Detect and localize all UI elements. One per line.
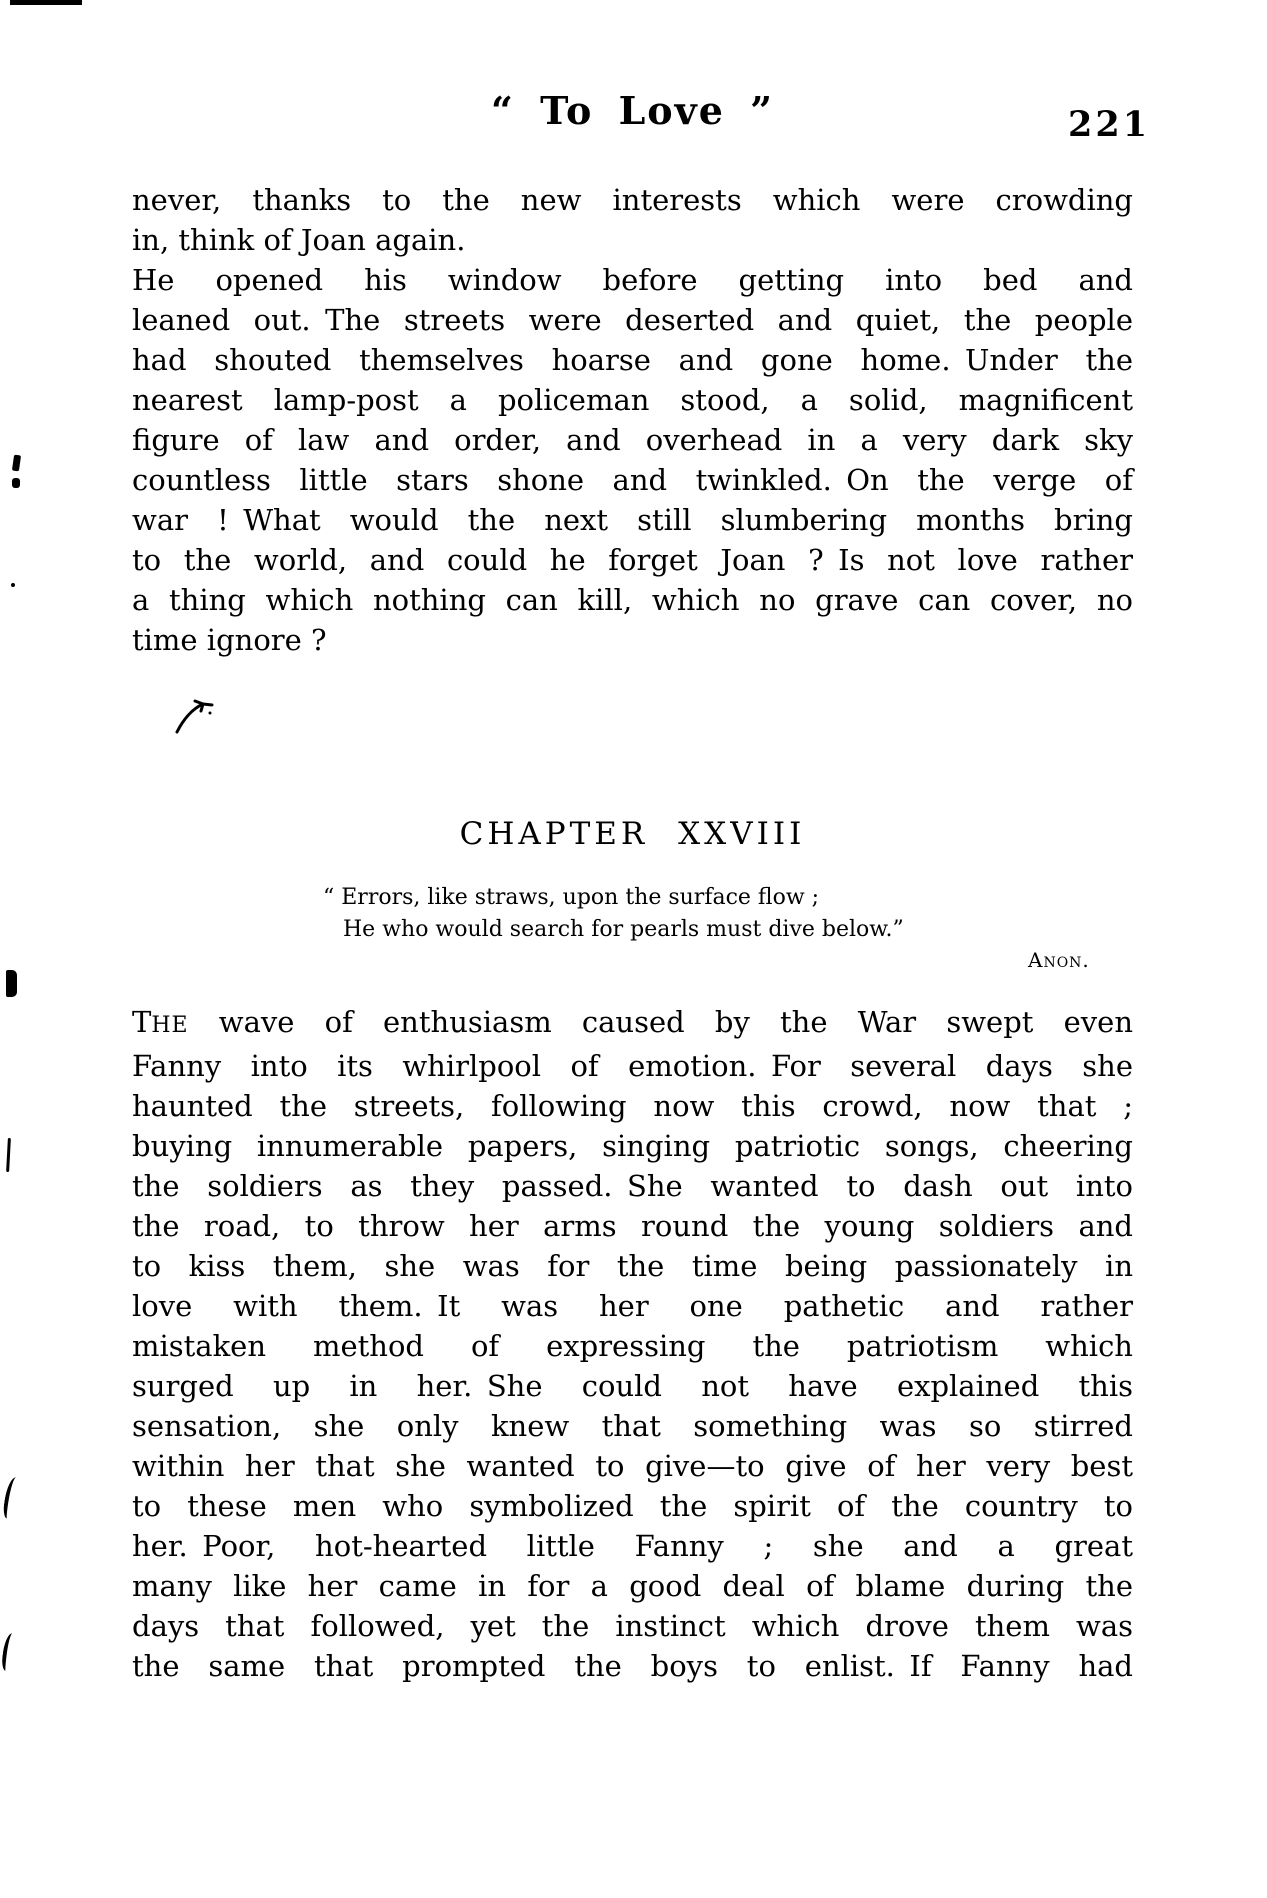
text-line: to the world, and could he forget Joan ? Is not love rather (132, 543, 1133, 577)
text-line: in, think of Joan again. (132, 223, 466, 257)
epigraph (323, 882, 904, 946)
chapter-body-block (132, 1002, 1133, 1686)
paragraph-war-wave (132, 1046, 1133, 1686)
running-header-title: “ To Love ” (491, 88, 774, 133)
scan-artifact-margin-stroke (6, 1138, 11, 1172)
scan-artifact-margin-speck (12, 478, 20, 488)
text-line: days that followed, yet the instinct which drove them was (132, 1609, 1133, 1643)
text-line: to kiss them, she was for the time being passionately in (132, 1249, 1133, 1283)
scan-artifact-margin-speck (11, 583, 15, 587)
paragraph-continuation (132, 180, 1133, 220)
text-line: the road, to throw her arms round the young soldiers and (132, 1209, 1133, 1243)
text-line: war ! What would the next still slumbering months bring (132, 503, 1133, 537)
scan-artifact-margin-stroke (1, 1632, 18, 1671)
text-line: leaned out. The streets were deserted and quiet, the people (132, 303, 1133, 337)
text-line: Fanny into its whirlpool of emotion. For several days she (132, 1049, 1133, 1083)
text-line: haunted the streets, following now this crowd, now that ; (132, 1089, 1133, 1123)
epigraph-line: “ Errors, like straws, upon the surface flow ; (323, 885, 820, 910)
page-number: 221 (1068, 104, 1151, 145)
text-line: surged up in her. She could not have explained this (132, 1369, 1133, 1403)
text-line: a thing which nothing can kill, which no grave can cover, no (132, 583, 1133, 617)
scan-artifact-margin-blob (6, 970, 17, 997)
top-text-block (132, 180, 1133, 660)
text-line-lead (132, 1002, 1133, 1046)
paragraph-window (132, 260, 1133, 620)
text-line: many like her came in for a good deal of blame during the (132, 1569, 1133, 1603)
text-line: her. Poor, hot-hearted little Fanny ; she and a great (132, 1529, 1133, 1563)
scan-artifact-margin-speck (12, 455, 21, 472)
epigraph-line: He who would search for pearls must dive below.” (343, 917, 904, 942)
scan-artifact-margin-stroke (2, 1476, 21, 1520)
text-line: love with them. It was her one pathetic and rather (132, 1289, 1133, 1323)
text-line: nearest lamp-post a policeman stood, a solid, magnificent (132, 383, 1133, 417)
lead-initial: T (132, 1005, 152, 1039)
chapter-heading: CHAPTER XXVIII (459, 816, 806, 852)
epigraph-attribution: Anon. (1028, 948, 1090, 972)
text-line: never, thanks to the new interests which were crowding (132, 183, 1133, 217)
text-line: buying innumerable papers, singing patriotic songs, cheering (132, 1129, 1133, 1163)
text-line: to these men who symbolized the spirit of the country to (132, 1489, 1133, 1523)
text-line: sensation, she only knew that something was so stirred (132, 1409, 1133, 1443)
text-line: had shouted themselves hoarse and gone home. Under the (132, 343, 1133, 377)
text-line: the same that prompted the boys to enlist. If Fanny had (132, 1649, 1133, 1683)
text-line: time ignore ? (132, 623, 327, 657)
text-line: the soldiers as they passed. She wanted to dash out into (132, 1169, 1133, 1203)
text-line: within her that she wanted to give—to give of her very best (132, 1449, 1133, 1483)
text-line: figure of law and order, and overhead in a very dark sky (132, 423, 1133, 457)
text-line: mistaken method of expressing the patriotism which (132, 1329, 1133, 1363)
text-line: He opened his window before getting into bed and (132, 263, 1133, 297)
lead-line-rest: wave of enthusiasm caused by the War swept even (218, 1005, 1133, 1039)
pen-mark-arrow (170, 694, 216, 736)
text-line: countless little stars shone and twinkled. On the verge of (132, 463, 1133, 497)
lead-small-caps: HE (151, 1013, 189, 1038)
scan-artifact-top-bar (10, 0, 82, 5)
